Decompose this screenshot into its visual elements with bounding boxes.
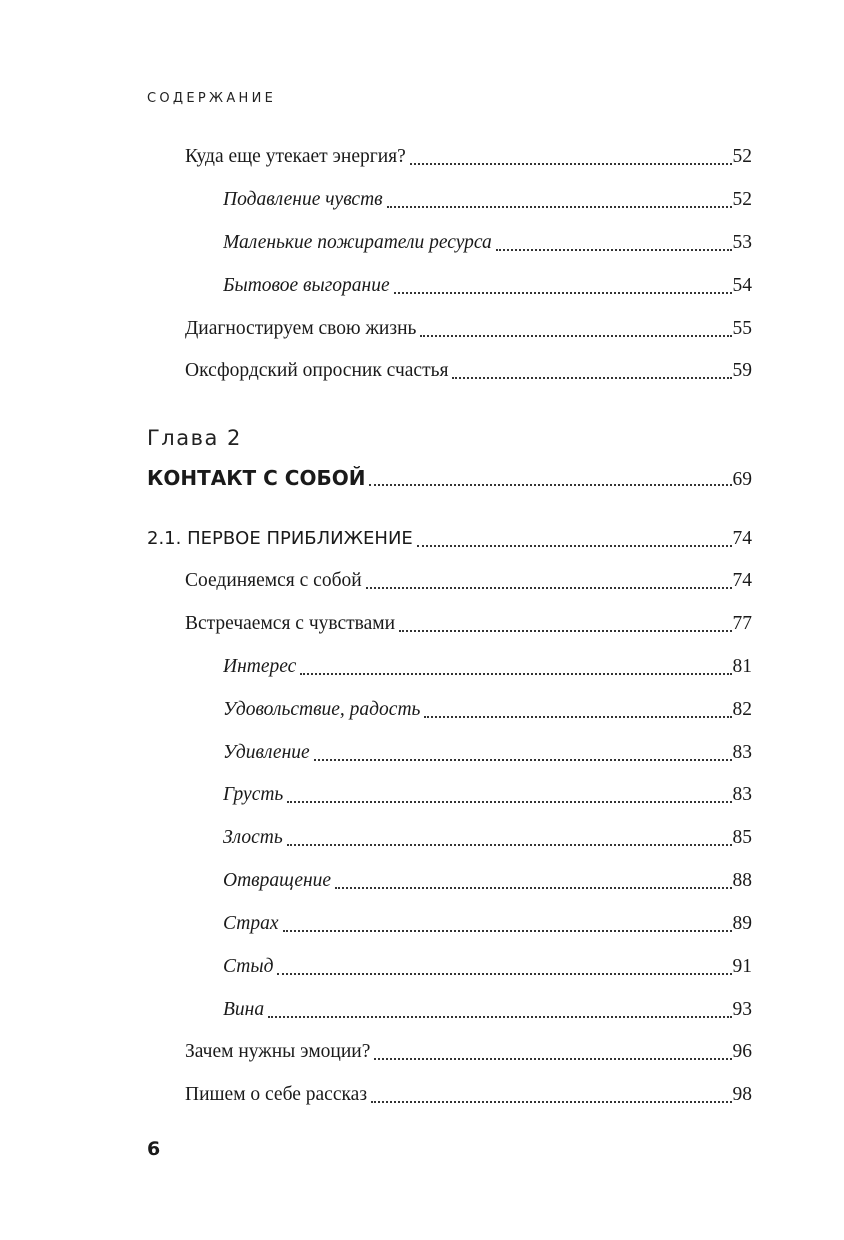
dot-leader <box>314 759 732 761</box>
dot-leader <box>410 163 732 165</box>
dot-leader <box>420 335 731 337</box>
toc-entry-page: 77 <box>732 613 752 634</box>
toc-entry-page: 93 <box>732 999 752 1020</box>
chapter-label: Глава 2 <box>147 426 242 450</box>
toc-entry-title: Куда еще утекает энергия? <box>185 146 406 167</box>
dot-leader <box>371 1101 731 1103</box>
toc-entry-title: Оксфордский опросник счастья <box>185 360 449 381</box>
toc-entry[interactable] <box>223 695 752 725</box>
page-number: 6 <box>147 1138 161 1160</box>
toc-entry[interactable] <box>185 314 752 344</box>
toc-entry-page: 81 <box>732 656 752 677</box>
dot-leader <box>399 630 731 632</box>
toc-entry[interactable] <box>223 866 752 896</box>
dot-leader <box>496 249 732 251</box>
toc-entry-title: Встречаемся с чувствами <box>185 613 396 634</box>
toc-entry-title: Вина <box>223 999 265 1020</box>
toc-entry-title: Удовольствие, радость <box>223 699 421 720</box>
dot-leader <box>277 973 731 975</box>
toc-entry-page: 52 <box>732 146 752 167</box>
toc-entry[interactable] <box>223 780 752 810</box>
dot-leader <box>369 484 731 486</box>
toc-entry-title: Страх <box>223 913 279 934</box>
toc-entry[interactable] <box>185 142 752 172</box>
toc-entry-page: 54 <box>732 275 752 296</box>
toc-entry[interactable] <box>223 823 752 853</box>
dot-leader <box>417 545 732 547</box>
toc-entry[interactable] <box>223 271 752 301</box>
dot-leader <box>283 930 732 932</box>
toc-entry-page: 91 <box>732 956 752 977</box>
toc-entry-page: 82 <box>732 699 752 720</box>
toc-entry[interactable] <box>185 1037 752 1067</box>
toc-entry-page: 53 <box>732 232 752 253</box>
chapter-title: КОНТАКТ С СОБОЙ <box>147 466 366 490</box>
toc-entry-title: Диагностируем свою жизнь <box>185 318 417 339</box>
section-entry[interactable] <box>147 524 752 554</box>
toc-entry[interactable] <box>185 566 752 596</box>
toc-entry-title: Грусть <box>223 784 284 805</box>
toc-entry-page: 83 <box>732 742 752 763</box>
dot-leader <box>300 673 731 675</box>
toc-entry[interactable] <box>223 185 752 215</box>
dot-leader <box>387 206 732 208</box>
toc-entry-page: 52 <box>732 189 752 210</box>
toc-entry[interactable] <box>223 995 752 1025</box>
toc-entry-title: Интерес <box>223 656 297 677</box>
toc-entry-page: 83 <box>732 784 752 805</box>
toc-entry[interactable] <box>185 609 752 639</box>
toc-entry-title: Отвращение <box>223 870 332 891</box>
toc-entry-title: Бытовое выгорание <box>223 275 390 296</box>
toc-entry-title: Стыд <box>223 956 274 977</box>
dot-leader <box>268 1016 731 1018</box>
toc-entry-title: Соединяемся с собой <box>185 570 362 591</box>
dot-leader <box>374 1058 731 1060</box>
toc-entry[interactable] <box>223 952 752 982</box>
toc-entry-page: 89 <box>732 913 752 934</box>
running-head: СОДЕРЖАНИЕ <box>147 91 277 106</box>
toc-entry[interactable] <box>185 1080 752 1110</box>
dot-leader <box>394 292 732 294</box>
toc-entry-title: Подавление чувств <box>223 189 383 210</box>
toc-entry-title: Злость <box>223 827 283 848</box>
section-page: 74 <box>732 528 752 549</box>
toc-entry-page: 55 <box>732 318 752 339</box>
toc-entry-page: 59 <box>732 360 752 381</box>
toc-entry-page: 96 <box>732 1041 752 1062</box>
toc-entry-page: 74 <box>732 570 752 591</box>
toc-entry[interactable] <box>223 738 752 768</box>
chapter-title-entry[interactable] <box>147 463 752 493</box>
dot-leader <box>287 844 732 846</box>
toc-entry-page: 85 <box>732 827 752 848</box>
toc-entry-title: Зачем нужны эмоции? <box>185 1041 371 1062</box>
dot-leader <box>424 716 731 718</box>
chapter-page: 69 <box>732 469 752 490</box>
toc-entry[interactable] <box>223 228 752 258</box>
toc-entry-title: Удивление <box>223 742 310 763</box>
section-title: 2.1. ПЕРВОЕ ПРИБЛИЖЕНИЕ <box>147 528 413 549</box>
toc-entry-page: 98 <box>732 1084 752 1105</box>
dot-leader <box>335 887 731 889</box>
toc-entry-title: Пишем о себе рассказ <box>185 1084 368 1105</box>
toc-entry[interactable] <box>223 909 752 939</box>
toc-entry[interactable] <box>223 652 752 682</box>
toc-entry[interactable] <box>185 356 752 386</box>
toc-entry-title: Маленькие пожиратели ресурса <box>223 232 492 253</box>
dot-leader <box>287 801 731 803</box>
dot-leader <box>366 587 732 589</box>
dot-leader <box>452 377 731 379</box>
toc-entry-page: 88 <box>732 870 752 891</box>
